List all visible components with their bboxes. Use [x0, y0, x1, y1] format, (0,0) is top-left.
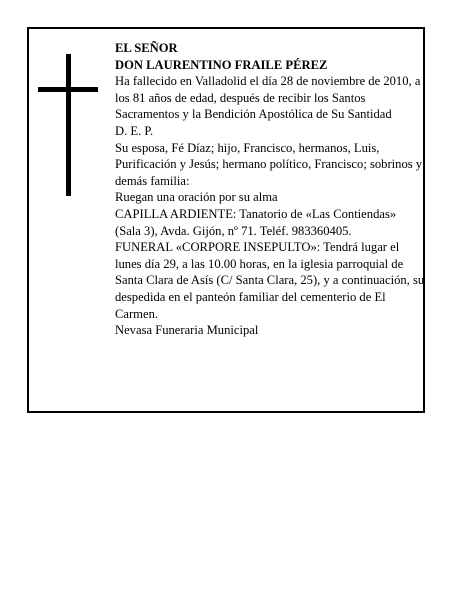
family-list: Su esposa, Fé Díaz; hijo, Francisco, hermanos, Luis, Purificación y Jesús; hermano político, Francisco; sobrinos y demás familia:: [115, 140, 423, 188]
rest-in-peace: D. E. P.: [115, 123, 154, 138]
funeral-info: FUNERAL «CORPORE INSEPULTO»: Tendrá lugar el lunes día 29, a las 10.00 horas, en la iglesia parroquial de Santa Clara de Asís (C/ Santa Clara, 25), y a continuación, su despedida en el panteón familiar del cementerio de El Carmen.: [115, 240, 425, 321]
notice-text-block: [115, 40, 425, 339]
chapel-info: CAPILLA ARDIENTE: Tanatorio de «Las Contiendas» (Sala 3), Avda. Gijón, nº 71. Teléf. 983360405.: [115, 206, 397, 238]
death-announcement: Ha fallecido en Valladolid el día 28 de noviembre de 2010, a los 81 años de edad, después de recibir los Santos Sacramentos y la Bendición Apostólica de Su Santidad: [115, 74, 421, 122]
cross-horizontal-bar: [38, 87, 98, 92]
funeral-home: Nevasa Funeraria Municipal: [115, 323, 259, 338]
notice-title: EL SEÑOR: [115, 41, 178, 55]
cross-vertical-bar: [66, 54, 71, 196]
prayer-request: Ruegan una oración por su alma: [115, 190, 278, 205]
cross-icon: [38, 54, 98, 196]
deceased-name: DON LAURENTINO FRAILE PÉREZ: [115, 57, 328, 72]
